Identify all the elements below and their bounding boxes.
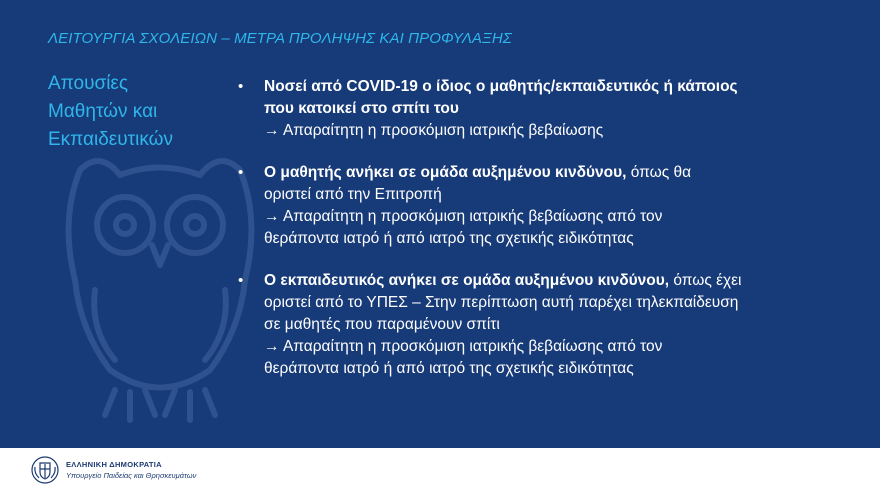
bullet-line (264, 162, 838, 184)
bullet-line (264, 270, 838, 292)
bullet-text: → Απαραίτητη η προσκόμιση ιατρικής βεβαίωσης από τον (264, 338, 663, 355)
bullet-text: οριστεί από το ΥΠΕΣ – Στην περίπτωση αυτή παρέχει τηλεκπαίδευση (264, 294, 739, 311)
footer-ministry: Υπουργείο Παιδείας και Θρησκευμάτων (66, 471, 197, 480)
bullet-text: σε μαθητές που παραμένουν σπίτι (264, 316, 500, 333)
bullet-text: θεράποντα ιατρό ή από ιατρό της σχετικής ειδικότητας (264, 360, 634, 377)
bullet-dot: • (238, 78, 244, 95)
footer-org: ΕΛΛΗΝΙΚΗ ΔΗΜΟΚΡΑΤΙΑ (66, 460, 162, 469)
section-title-line: Απουσίες (48, 73, 129, 94)
bullet-text: οριστεί από την Επιτροπή (264, 186, 442, 203)
header-title: ΛΕΙΤΟΥΡΓΙΑ ΣΧΟΛΕΙΩΝ – ΜΕΤΡΑ ΠΡΟΛΗΨΗΣ ΚΑΙ ΠΡΟΦΥΛΑΞΗΣ (48, 30, 512, 47)
bullet-text: θεράποντα ιατρό ή από ιατρό της σχετικής ειδικότητας (264, 230, 634, 247)
section-title-line: Εκπαιδευτικών (48, 129, 173, 150)
bullet-item (238, 270, 838, 380)
footer (0, 448, 880, 495)
bullet-item (238, 76, 838, 142)
bullet-dot: • (238, 164, 244, 181)
section-title-line: Μαθητών και (48, 101, 158, 122)
section-title (48, 70, 238, 154)
bullet-text: όπως θα (626, 164, 692, 181)
bullet-text-bold: Ο εκπαιδευτικός ανήκει σε ομάδα αυξημένου κινδύνου, (264, 272, 670, 289)
bullet-text-bold: Ο μαθητής ανήκει σε ομάδα αυξημένου κινδύνου, (264, 164, 627, 181)
coat-of-arms-icon (30, 455, 60, 485)
bullet-item (238, 162, 838, 250)
bullet-text: που κατοικεί στο σπίτι του (264, 100, 459, 117)
bullet-text: Νοσεί από COVID-19 ο ίδιος ο μαθητής/εκπαιδευτικός ή κάποιος (264, 78, 738, 95)
bullet-text: → Απαραίτητη η προσκόμιση ιατρικής βεβαίωσης από τον (264, 208, 663, 225)
bullet-dot: • (238, 272, 244, 289)
bullet-list (238, 76, 838, 400)
bullet-text: → Απαραίτητη η προσκόμιση ιατρικής βεβαίωσης (264, 122, 604, 139)
bullet-text: όπως έχει (669, 272, 742, 289)
